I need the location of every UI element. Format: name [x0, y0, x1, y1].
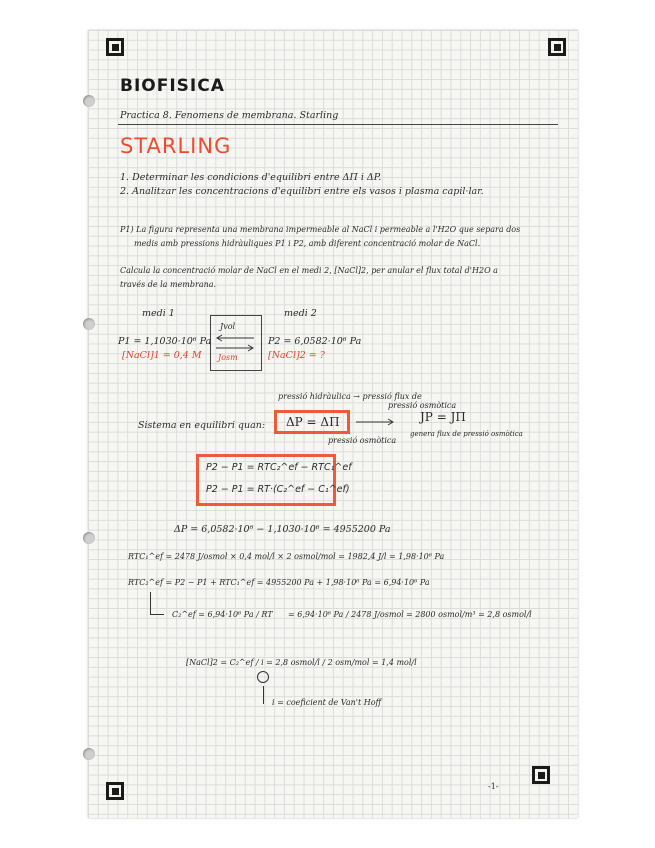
objective-2: 2. Analitzar les concentracions d'equilibri entre els vasos i plasma capil·lar. — [120, 186, 484, 197]
p2-value: P2 = 6,0582·10⁶ Pa — [268, 336, 362, 347]
corner-marker-top-left-icon — [106, 38, 124, 56]
arrow-right-icon — [356, 418, 396, 426]
corner-marker-bottom-left-icon — [106, 782, 124, 800]
calc-line-4a: C₂^ef = 6,94·10⁶ Pa / RT — [172, 610, 273, 619]
problem-question-1: Calcula la concentració molar de NaCl en el medi 2, [NaCl]2, per anular el flux total d'H2O a — [120, 266, 498, 275]
membrane-box — [210, 315, 262, 371]
medium-1-label: medi 1 — [142, 308, 175, 319]
equilibrium-label: Sistema en equilibri quan: — [138, 420, 266, 431]
notebook-page — [88, 30, 578, 818]
calc-footnote: i = coeficient de Van't Hoff — [272, 698, 382, 707]
footnote-bracket — [263, 686, 264, 704]
note-top-2: pressió osmòtica — [388, 401, 457, 410]
circle-i-icon — [256, 670, 270, 684]
equilibrium-formula: ΔP = ΔΠ — [286, 415, 340, 429]
corner-marker-bottom-right-icon — [532, 766, 550, 784]
medium-2-label: medi 2 — [284, 308, 317, 319]
page-number: -1- — [488, 782, 499, 791]
p1-value: P1 = 1,1030·10⁶ Pa — [118, 336, 212, 347]
objective-1: 1. Determinar les condicions d'equilibri entre ΔΠ i ΔP. — [120, 172, 382, 183]
calc-line-5: [NaCl]2 = C₂^ef / i = 2,8 osmol/l / 2 osm/mol = 1,4 mol/l — [186, 658, 417, 667]
calc-line-4c: = 2800 osmol/m³ = 2,8 osmol/l — [406, 610, 532, 619]
section-title: STARLING — [120, 134, 232, 158]
note-top: pressió hidràulica → pressió flux de — [278, 392, 422, 401]
calc-line-4b: = 6,94·10⁶ Pa / 2478 J/osmol — [288, 610, 404, 619]
binder-hole-3 — [83, 532, 95, 544]
problem-question-2: través de la membrana. — [120, 280, 217, 289]
c2-value: [NaCl]2 = ? — [268, 350, 325, 361]
c1-value: [NaCl]1 = 0,4 M — [122, 350, 202, 361]
calc-line-3: RTC₂^ef = P2 − P1 + RTC₁^ef = 4955200 Pa + 1,98·10⁶ Pa = 6,94·10⁶ Pa — [128, 578, 430, 587]
binder-hole-2 — [83, 318, 95, 330]
flux-equation: JP = JΠ — [420, 410, 466, 424]
binder-hole-1 — [83, 95, 95, 107]
flux-note: genera flux de pressió osmòtica — [410, 430, 523, 438]
header-rule — [118, 124, 558, 125]
arrow-right-icon — [214, 344, 256, 352]
problem-statement-1: P1) La figura representa una membrana impermeable al NaCl i permeable a l'H2O que separa dos — [120, 225, 521, 234]
bracket-foot — [150, 614, 164, 615]
note-bottom: pressió osmòtica — [328, 436, 397, 445]
corner-marker-top-right-icon — [548, 38, 566, 56]
binder-hole-4 — [83, 748, 95, 760]
equation-2: P2 − P1 = RT·(C₂^ef − C₁^ef) — [206, 484, 350, 495]
arrow-left-icon — [214, 334, 256, 342]
jvol-label: Jvol — [220, 322, 236, 331]
lesson-title: Practica 8. Fenomens de membrana. Starling — [120, 110, 339, 121]
equation-1: P2 − P1 = RTC₂^ef − RTC₁^ef — [206, 462, 352, 473]
josm-label: Josm — [218, 353, 238, 362]
calc-line-2: RTC₁^ef = 2478 J/osmol × 0,4 mol/l × 2 osmol/mol = 1982,4 J/l = 1,98·10⁶ Pa — [128, 552, 445, 561]
subject-title: BIOFISICA — [120, 76, 225, 96]
bracket-line — [150, 592, 151, 614]
problem-statement-2: medis amb pressions hidràuliques P1 i P2, amb diferent concentració molar de NaCl. — [134, 239, 481, 248]
calc-line-1: ΔP = 6,0582·10⁶ − 1,1030·10⁶ = 4955200 Pa — [174, 524, 391, 535]
